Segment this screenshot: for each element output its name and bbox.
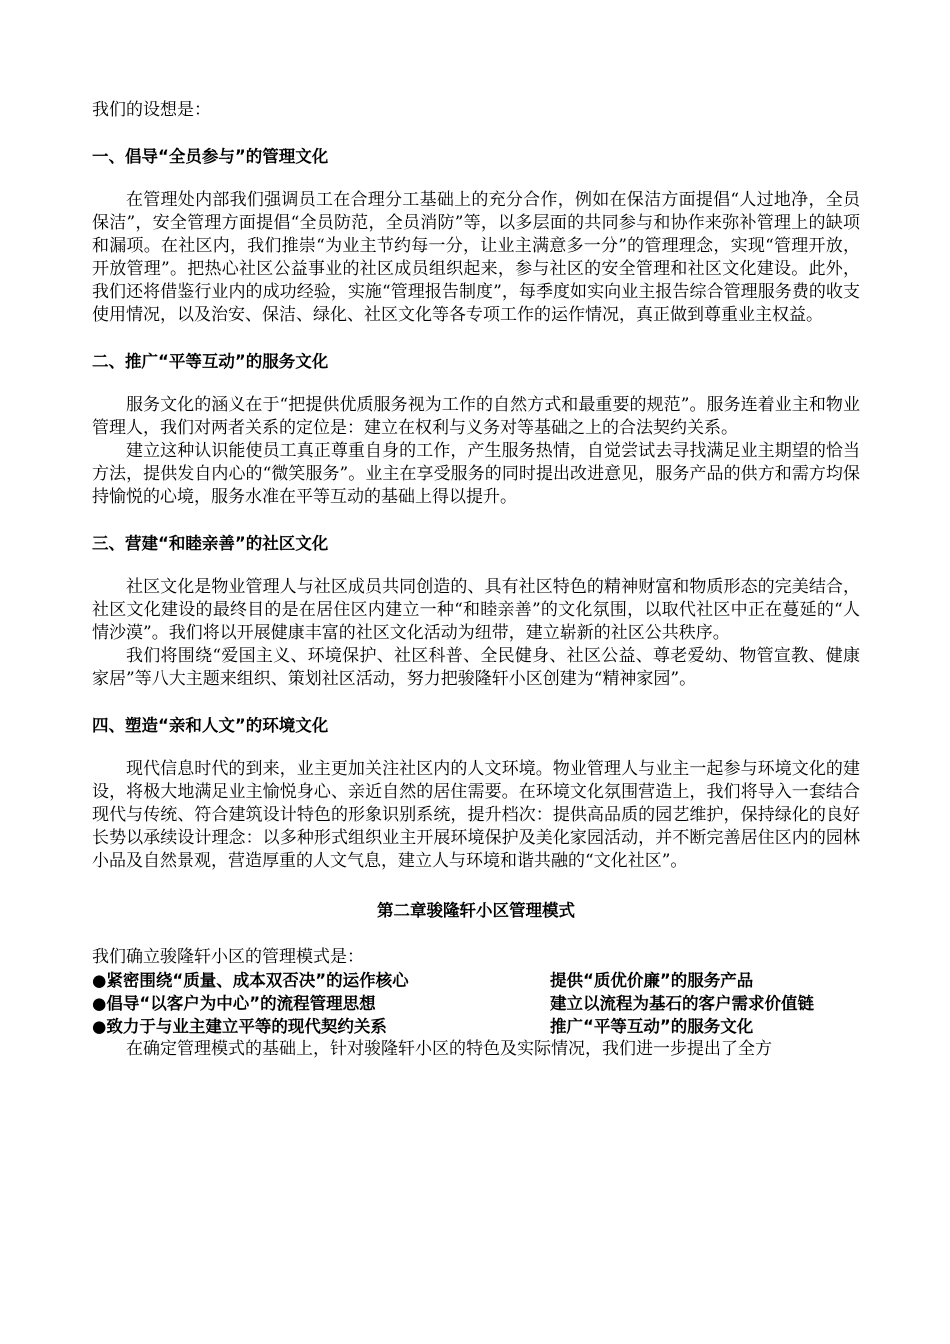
section-paragraph: 在管理处内部我们强调员工在合理分工基础上的充分合作，例如在保洁方面提倡“人过地净，全员保洁”，安全管理方面提倡“全员防范，全员消防”等，以多层面的共同参与和协作来弥补管理上的缺项和漏项。在社区内，我们推崇“为业主节约每一分，让业主满意多一分”的管理理念，实现“管理开放，开放管理”。把热心社区公益事业的社区成员组织起来，参与社区的安全管理和社区文化建设。此外，我们还将借鉴行业内的成功经验，实施“管理报告制度”，每季度如实向业主报告综合管理服务费的收支使用情况，以及治安、保洁、绿化、社区文化等各专项工作的运作情况，真正做到尊重业主权益。 [92, 190, 860, 325]
section-management-culture [92, 145, 860, 327]
list-item-right: 建立以流程为基石的客户需求价值链 [550, 994, 814, 1013]
list-item-left: ●致力于与业主建立平等的现代契约关系 [92, 1017, 387, 1036]
section-community-culture [92, 532, 860, 691]
list-item [92, 969, 860, 992]
list-item [92, 992, 860, 1015]
list-item-left: ●倡导“以客户为中心”的流程管理思想 [92, 994, 376, 1013]
section-heading: 三、营建“和睦亲善”的社区文化 [92, 534, 329, 553]
section-paragraph: 我们将围绕“爱国主义、环境保护、社区科普、全民健身、社区公益、尊老爱幼、物管宣教、健康家居”等八大主题来组织、策划社区活动，努力把骏隆轩小区创建为“精神家园”。 [92, 646, 860, 689]
list-item-right: 推广“平等互动”的服务文化 [550, 1017, 754, 1036]
intro-text: 我们的设想是： [92, 100, 211, 120]
section-paragraph: 社区文化是物业管理人与社区成员共同创造的、具有社区特色的精神财富和物质形态的完美结合，社区文化建设的最终目的是在居住区内建立一种“和睦亲善”的文化氛围，以取代社区中正在蔓延的“人情沙漠”。我们将以开展健康丰富的社区文化活动为纽带，建立崭新的社区公共秩序。 [92, 577, 860, 643]
section-heading: 二、推广“平等互动”的服务文化 [92, 352, 329, 371]
list-item [92, 1015, 860, 1038]
section-paragraph: 服务文化的涵义在于“把提供优质服务视为工作的自然方式和最重要的规范”。服务连着业主和物业管理人，我们对两者关系的定位是：建立在权利与义务对等基础之上的合法契约关系。 [92, 395, 860, 438]
list-item-left: ●紧密围绕“质量、成本双否决”的运作核心 [92, 971, 409, 990]
chapter-intro: 我们确立骏隆轩小区的管理模式是： [92, 947, 364, 967]
section-paragraph: 现代信息时代的到来，业主更加关注社区内的人文环境。物业管理人与业主一起参与环境文化的建设，将极大地满足业主愉悦身心、亲近自然的居住需要。在环境文化氛围营造上，我们将导入一套结合现代与传统、符合建筑设计特色的形象识别系统，提升档次：提供高品质的园艺维护，保持绿化的良好长势以承续设计理念：以多种形式组织业主开展环境保护及美化家园活动，并不断完善居住区内的园林小品及自然景观，营造厚重的人文气息，建立人与环境和谐共融的“文化社区”。 [92, 759, 860, 871]
closing-paragraph: 在确定管理模式的基础上，针对骏隆轩小区的特色及实际情况，我们进一步提出了全方 [126, 1039, 772, 1059]
section-heading: 四、塑造“亲和人文”的环境文化 [92, 716, 329, 735]
section-service-culture [92, 350, 860, 509]
management-mode-list [92, 969, 860, 1038]
section-environment-culture [92, 714, 860, 873]
section-paragraph: 建立这种认识能使员工真正尊重自身的工作，产生服务热情，自觉尝试去寻找满足业主期望的恰当方法，提供发自内心的“微笑服务”。业主在享受服务的同时提出改进意见，服务产品的供方和需方均保持愉悦的心境，服务水准在平等互动的基础上得以提升。 [92, 441, 860, 507]
list-item-right: 提供“质优价廉”的服务产品 [550, 971, 754, 990]
chapter-title: 第二章骏隆轩小区管理模式 [377, 901, 575, 920]
document-page [92, 99, 860, 1061]
section-heading: 一、倡导“全员参与”的管理文化 [92, 147, 329, 166]
